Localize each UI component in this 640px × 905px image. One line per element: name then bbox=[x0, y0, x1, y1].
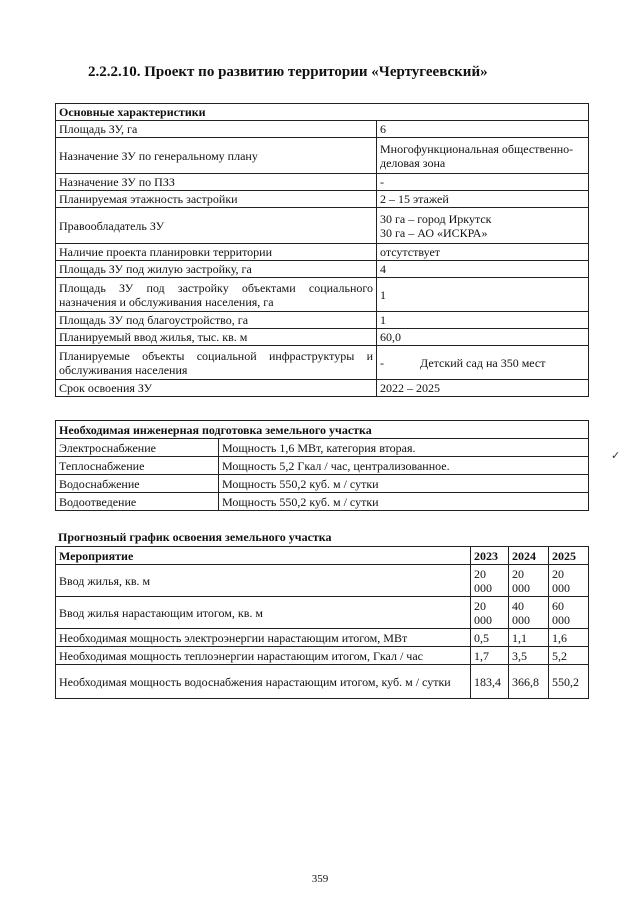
table-row bbox=[56, 647, 589, 665]
section-title: 2.2.2.10. Проект по развитию территории «Чертугеевский» bbox=[88, 64, 488, 80]
cell-2023: 1,7 bbox=[471, 647, 509, 665]
value-text: Детский сад на 350 мест bbox=[420, 355, 546, 370]
cell-2025: 5,2 bbox=[549, 647, 589, 665]
row-label: Необходимая мощность теплоэнергии нарастающим итогом, Гкал / час bbox=[56, 647, 471, 665]
row-value: 2022 – 2025 bbox=[377, 380, 589, 397]
row-value: отсутствует bbox=[377, 244, 589, 261]
row-value: 4 bbox=[377, 261, 589, 278]
forecast-caption: Прогнозный график освоения земельного участка bbox=[58, 530, 332, 544]
row-value bbox=[377, 346, 589, 380]
table-row bbox=[56, 439, 589, 457]
table-row bbox=[56, 208, 589, 244]
row-value: Мощность 550,2 куб. м / сутки bbox=[219, 493, 589, 511]
cell-2025: 60 000 bbox=[549, 597, 589, 629]
row-value: - bbox=[377, 174, 589, 191]
row-label: Наличие проекта планировки территории bbox=[56, 244, 377, 261]
cell-2024: 1,1 bbox=[509, 629, 549, 647]
row-label: Срок освоения ЗУ bbox=[56, 380, 377, 397]
table-header: Необходимая инженерная подготовка земельного участка bbox=[56, 421, 589, 439]
table-row bbox=[56, 665, 589, 699]
table-row bbox=[56, 138, 589, 174]
table-header-row bbox=[56, 547, 589, 565]
row-label: Площадь ЗУ под благоустройство, га bbox=[56, 312, 377, 329]
row-label: Назначение ЗУ по генеральному плану bbox=[56, 138, 377, 174]
row-value: 1 bbox=[377, 278, 589, 312]
table-row bbox=[56, 191, 589, 208]
row-label: Правообладатель ЗУ bbox=[56, 208, 377, 244]
row-value: 30 га – город Иркутск 30 га – АО «ИСКРА» bbox=[377, 208, 589, 244]
table-row bbox=[56, 174, 589, 191]
row-label: Планируемый ввод жилья, тыс. кв. м bbox=[56, 329, 377, 346]
cell-2023: 20 000 bbox=[471, 565, 509, 597]
table-row bbox=[56, 475, 589, 493]
row-label: Электроснабжение bbox=[56, 439, 219, 457]
cell-2025: 550,2 bbox=[549, 665, 589, 699]
table-row bbox=[56, 261, 589, 278]
table-row bbox=[56, 493, 589, 511]
row-value: Мощность 5,2 Гкал / час, централизованное. bbox=[219, 457, 589, 475]
row-label: Необходимая мощность водоснабжения нарастающим итогом, куб. м / сутки bbox=[56, 665, 471, 699]
engineering-table bbox=[55, 420, 589, 511]
row-value: 2 – 15 этажей bbox=[377, 191, 589, 208]
row-label: Водоснабжение bbox=[56, 475, 219, 493]
table-row bbox=[56, 278, 589, 312]
table-row bbox=[56, 121, 589, 138]
column-header-2024: 2024 bbox=[509, 547, 549, 565]
table-header: Основные характеристики bbox=[56, 104, 589, 121]
table-row bbox=[56, 244, 589, 261]
value-dash: - bbox=[380, 355, 384, 370]
column-header: Мероприятие bbox=[56, 547, 471, 565]
row-label: Площадь ЗУ под застройку объектами социального назначения и обслуживания населения, га bbox=[56, 278, 377, 312]
table-row bbox=[56, 312, 589, 329]
row-label: Площадь ЗУ, га bbox=[56, 121, 377, 138]
row-label: Водоотведение bbox=[56, 493, 219, 511]
row-value: Многофункциональная общественно-деловая зона bbox=[377, 138, 589, 174]
row-value: 6 bbox=[377, 121, 589, 138]
row-value: Мощность 550,2 куб. м / сутки bbox=[219, 475, 589, 493]
table-row bbox=[56, 565, 589, 597]
main-characteristics-table bbox=[55, 103, 589, 397]
cell-2023: 0,5 bbox=[471, 629, 509, 647]
cell-2024: 40 000 bbox=[509, 597, 549, 629]
row-label: Необходимая мощность электроэнергии нарастающим итогом, МВт bbox=[56, 629, 471, 647]
table-row bbox=[56, 597, 589, 629]
table-row bbox=[56, 457, 589, 475]
table-row bbox=[56, 346, 589, 380]
cell-2024: 3,5 bbox=[509, 647, 549, 665]
margin-mark: ✓ bbox=[611, 450, 621, 462]
column-header-2025: 2025 bbox=[549, 547, 589, 565]
column-header-2023: 2023 bbox=[471, 547, 509, 565]
row-value: 60,0 bbox=[377, 329, 589, 346]
row-value: Мощность 1,6 МВт, категория вторая. bbox=[219, 439, 589, 457]
row-label: Ввод жилья, кв. м bbox=[56, 565, 471, 597]
row-value: 1 bbox=[377, 312, 589, 329]
cell-2023: 20 000 bbox=[471, 597, 509, 629]
row-label: Назначение ЗУ по ПЗЗ bbox=[56, 174, 377, 191]
page-number: 359 bbox=[311, 873, 329, 885]
cell-2025: 20 000 bbox=[549, 565, 589, 597]
forecast-table bbox=[55, 546, 589, 699]
row-label: Площадь ЗУ под жилую застройку, га bbox=[56, 261, 377, 278]
row-label: Планируемые объекты социальной инфраструктуры и обслуживания населения bbox=[56, 346, 377, 380]
table-row bbox=[56, 380, 589, 397]
row-label: Планируемая этажность застройки bbox=[56, 191, 377, 208]
table-row bbox=[56, 329, 589, 346]
cell-2024: 366,8 bbox=[509, 665, 549, 699]
row-label: Ввод жилья нарастающим итогом, кв. м bbox=[56, 597, 471, 629]
cell-2024: 20 000 bbox=[509, 565, 549, 597]
cell-2025: 1,6 bbox=[549, 629, 589, 647]
row-label: Теплоснабжение bbox=[56, 457, 219, 475]
cell-2023: 183,4 bbox=[471, 665, 509, 699]
table-row bbox=[56, 629, 589, 647]
